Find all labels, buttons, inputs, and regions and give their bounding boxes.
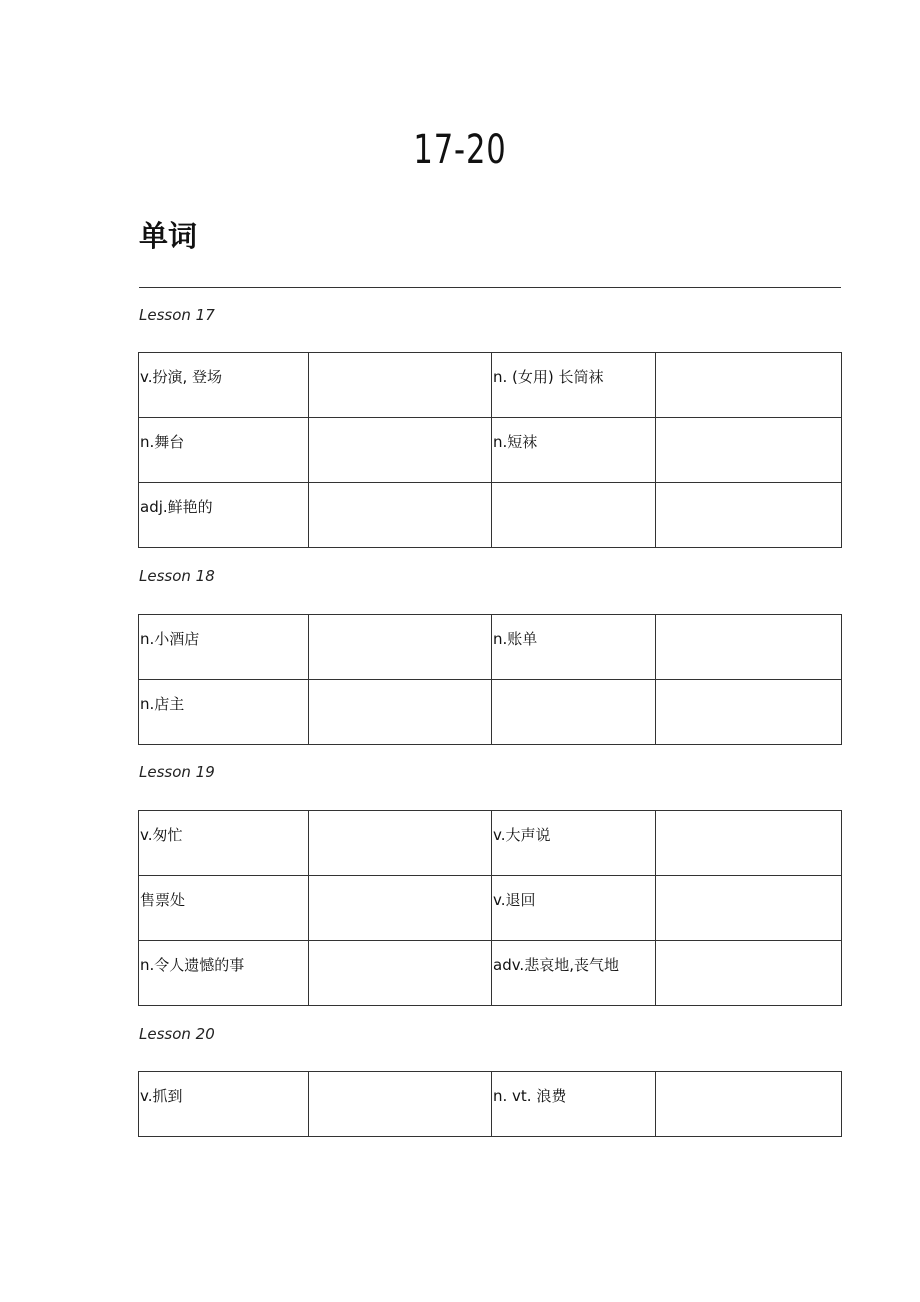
prompt-text [492,680,655,694]
section-heading: 单词 [139,219,198,253]
prompt-text: n. (女用) 长筒袜 [493,368,604,386]
table-row [139,811,842,876]
prompt-cell [139,941,309,1006]
prompt-cell [492,941,656,1006]
answer-blank[interactable] [656,680,841,744]
prompt-cell [492,615,656,680]
table-row [139,876,842,941]
prompt-cell [139,418,309,483]
answer-blank[interactable] [656,811,841,875]
answer-cell[interactable] [309,418,492,483]
prompt-cell [139,483,309,548]
answer-cell[interactable] [656,483,842,548]
answer-cell[interactable] [656,811,842,876]
prompt-cell [492,1072,656,1137]
prompt-text: adj.鲜艳的 [140,498,213,516]
answer-blank[interactable] [656,483,841,547]
prompt-cell [492,353,656,418]
prompt-cell [492,418,656,483]
answer-blank[interactable] [309,353,491,417]
prompt-text: n.舞台 [140,433,185,451]
answer-cell[interactable] [309,941,492,1006]
answer-cell[interactable] [309,1072,492,1137]
answer-blank[interactable] [656,941,841,1005]
prompt-text: n.店主 [140,695,185,713]
table-row [139,680,842,745]
prompt-text: n.令人遗憾的事 [140,956,245,974]
answer-cell[interactable] [309,353,492,418]
prompt-text: n.小酒店 [140,630,200,648]
prompt-cell [492,483,656,548]
prompt-text: n. vt. 浪费 [493,1087,567,1105]
answer-blank[interactable] [309,876,491,940]
vocab-table-lesson-19 [138,810,842,1006]
prompt-cell [139,615,309,680]
answer-blank[interactable] [309,811,491,875]
prompt-text: v.扮演, 登场 [140,368,223,386]
answer-cell[interactable] [656,615,842,680]
answer-cell[interactable] [656,876,842,941]
answer-cell[interactable] [309,876,492,941]
table-row [139,483,842,548]
lesson-label-20: Lesson 20 [139,1025,215,1043]
answer-blank[interactable] [656,1072,841,1136]
answer-blank[interactable] [309,483,491,547]
prompt-text: v.大声说 [493,826,551,844]
vocab-table-lesson-17 [138,352,842,548]
answer-cell[interactable] [309,483,492,548]
table-row [139,941,842,1006]
prompt-text: v.匆忙 [140,826,183,844]
prompt-text: v.退回 [493,891,536,909]
answer-cell[interactable] [656,680,842,745]
table-row [139,418,842,483]
answer-blank[interactable] [309,941,491,1005]
table-row [139,353,842,418]
answer-blank[interactable] [309,1072,491,1136]
divider [139,287,841,288]
prompt-cell [139,811,309,876]
answer-cell[interactable] [656,353,842,418]
vocab-table-lesson-18 [138,614,842,745]
prompt-text: n.账单 [493,630,538,648]
answer-cell[interactable] [309,615,492,680]
prompt-text: 售票处 [140,891,186,909]
table-row [139,1072,842,1137]
prompt-text [492,483,655,497]
lesson-label-19: Lesson 19 [139,763,215,781]
answer-blank[interactable] [656,418,841,482]
lesson-label-18: Lesson 18 [139,567,215,585]
prompt-text: adv.悲哀地,丧气地 [493,956,619,974]
table-row [139,615,842,680]
prompt-cell [492,680,656,745]
answer-cell[interactable] [309,680,492,745]
prompt-text: n.短袜 [493,433,538,451]
prompt-cell [139,680,309,745]
vocab-table-lesson-20 [138,1071,842,1137]
answer-blank[interactable] [309,418,491,482]
prompt-text: v.抓到 [140,1087,183,1105]
answer-blank[interactable] [656,876,841,940]
prompt-cell [492,811,656,876]
answer-cell[interactable] [309,811,492,876]
prompt-cell [139,1072,309,1137]
answer-blank[interactable] [656,353,841,417]
answer-blank[interactable] [309,680,491,744]
answer-cell[interactable] [656,941,842,1006]
answer-cell[interactable] [656,1072,842,1137]
prompt-cell [139,876,309,941]
page-title: 17-20 [413,127,507,173]
answer-cell[interactable] [656,418,842,483]
answer-blank[interactable] [656,615,841,679]
answer-blank[interactable] [309,615,491,679]
prompt-cell [492,876,656,941]
prompt-cell [139,353,309,418]
lesson-label-17: Lesson 17 [139,306,215,324]
